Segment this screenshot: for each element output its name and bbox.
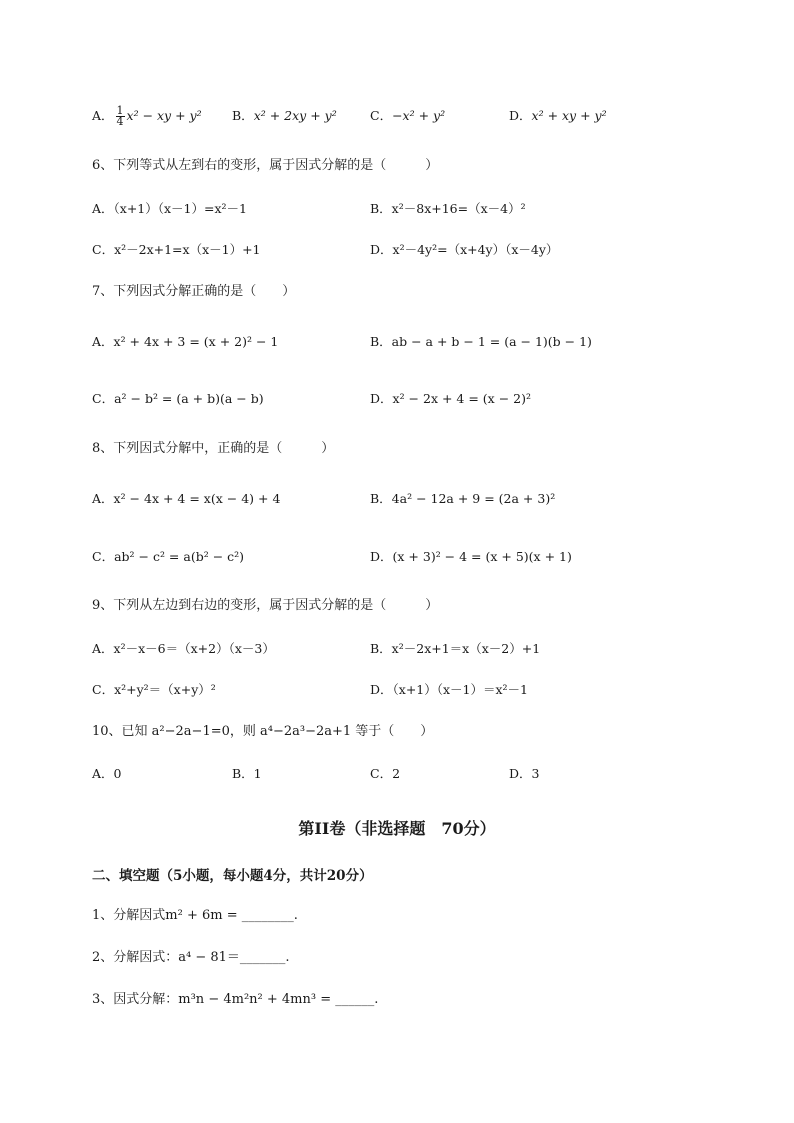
q8-option-b: B．4a² − 12a + 9 = (2a + 3)² — [370, 491, 556, 506]
q7-option-a: A．x² + 4x + 3 = (x + 2)² − 1 — [92, 334, 279, 349]
q9-option-c: C．x²+y²＝（x+y）² — [92, 682, 216, 697]
q8-option-c: C．ab² − c² = a(b² − c²) — [92, 549, 245, 564]
q7-stem: 7、下列因式分解正确的是（ ） — [92, 284, 296, 299]
fill-question-2: 2、分解因式：a⁴ − 81＝_______. — [92, 950, 290, 965]
q5-option-b — [232, 106, 337, 126]
fraction-numerator: 1 — [116, 104, 124, 117]
q7-option-b: B．ab − a + b − 1 = (a − 1)(b − 1) — [370, 334, 592, 349]
q5-option-d — [509, 106, 607, 126]
q8-option-a: A．x² − 4x + 4 = x(x − 4) + 4 — [92, 491, 281, 506]
q7-option-d: D．x² − 2x + 4 = (x − 2)² — [370, 391, 531, 406]
q5-option-d-label: D． — [509, 108, 532, 123]
fill-question-3: 3、因式分解：m³n − 4m²n² + 4mn³ = ______. — [92, 992, 379, 1007]
q10-option-c: C．2 — [370, 766, 401, 781]
section-title: 第II卷（非选择题 70分） — [298, 819, 496, 838]
q5-option-b-expr: x² + 2xy + y² — [253, 108, 337, 123]
q5-option-a-expr: x² − xy + y² — [126, 108, 202, 123]
q9-option-d: D．（x+1）（x－1）＝x²－1 — [370, 682, 529, 697]
q5-option-a-label: A． — [92, 108, 114, 123]
fill-question-1: 1、分解因式m² + 6m = ________. — [92, 908, 298, 923]
q5-option-d-expr: x² + xy + y² — [531, 108, 607, 123]
q6-option-a: A．（x+1）（x－1）=x²－1 — [92, 201, 247, 216]
q6-stem: 6、下列等式从左到右的变形，属于因式分解的是（ ） — [92, 158, 439, 173]
q6-option-b: B．x²－8x+16=（x－4）² — [370, 201, 526, 216]
q5-option-c-expr: −x² + y² — [392, 108, 446, 123]
fraction-denominator: 4 — [116, 115, 124, 128]
q10-option-b: B．1 — [232, 766, 262, 781]
q9-stem: 9、下列从左边到右边的变形，属于因式分解的是（ ） — [92, 598, 439, 613]
q8-stem: 8、下列因式分解中，正确的是（ ） — [92, 441, 335, 456]
q7-option-c: C．a² − b² = (a + b)(a − b) — [92, 391, 264, 406]
q10-option-a: A．0 — [92, 766, 122, 781]
q5-option-b-label: B． — [232, 108, 254, 123]
q5-option-a — [92, 106, 202, 127]
q10-stem: 10、已知 a²−2a−1=0，则 a⁴−2a³−2a+1 等于（ ） — [92, 724, 434, 739]
q5-option-c-label: C． — [370, 108, 393, 123]
part-title: 二、填空题（5小题，每小题4分，共计20分） — [92, 868, 373, 884]
q10-option-d: D．3 — [509, 766, 540, 781]
q9-option-b: B．x²－2x+1＝x（x－2）+1 — [370, 641, 541, 656]
q6-option-d: D．x²－4y²=（x+4y）（x－4y） — [370, 242, 559, 257]
q6-option-c: C．x²－2x+1=x（x－1）+1 — [92, 242, 261, 257]
q8-option-d: D．(x + 3)² − 4 = (x + 5)(x + 1) — [370, 549, 572, 564]
q9-option-a: A．x²－x－6＝（x+2）（x－3） — [92, 641, 275, 656]
q5-option-a-fraction — [116, 106, 125, 127]
q5-option-c — [370, 106, 445, 126]
